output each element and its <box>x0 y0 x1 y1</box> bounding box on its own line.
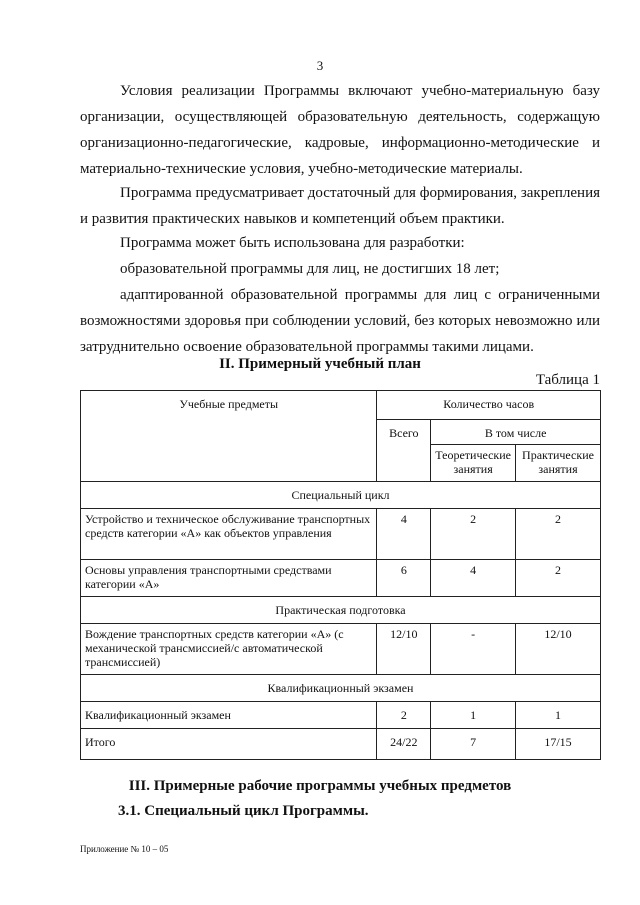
paragraph-adapted: адаптированной образовательной программы для лиц с ограниченными возможностями здоровья при соблюдении условий, без которых невозможно или затруднительно освоение образовательной программы такими лицами. <box>80 287 600 355</box>
section-2-title: II. Примерный учебный план <box>219 356 421 372</box>
header-practice: Практические занятия <box>516 445 601 482</box>
hours-total: 6 <box>377 560 431 597</box>
hours-theory: 4 <box>431 560 516 597</box>
header-including: В том числе <box>431 420 601 445</box>
subject-name: Устройство и техническое обслуживание транспортных средств категории «А» как объектов управления <box>81 509 377 560</box>
table-header-row <box>81 391 601 420</box>
table-row <box>81 560 601 597</box>
section-row <box>81 597 601 624</box>
table-caption: Таблица 1 <box>535 372 600 388</box>
subject-name: Вождение транспортных средств категории «А» (с механической трансмиссией/с автоматической трансмиссией) <box>81 624 377 675</box>
hours-theory: 2 <box>431 509 516 560</box>
hours-total: 12/10 <box>377 624 431 675</box>
total-hours: 24/22 <box>377 729 431 760</box>
hours-theory: 1 <box>431 702 516 729</box>
total-theory: 7 <box>431 729 516 760</box>
hours-practice: 1 <box>516 702 601 729</box>
section-title: Практическая подготовка <box>81 597 601 624</box>
hours-practice: 2 <box>516 509 601 560</box>
paragraph-practice: Программа предусматривает достаточный для формирования, закрепления и развития практических навыков и компетенций объем практики. <box>80 185 600 227</box>
table-row <box>81 702 601 729</box>
curriculum-table <box>80 390 601 760</box>
section-title: Квалификационный экзамен <box>81 675 601 702</box>
total-label: Итого <box>81 729 377 760</box>
section-title: Специальный цикл <box>81 482 601 509</box>
section-3-title: III. Примерные рабочие программы учебных предметов <box>128 778 512 794</box>
paragraph-conditions: Условия реализации Программы включают учебно-материальную базу организации, осуществляющей образовательную деятельность, содержащую организационно-педагогические, кадровые, информационно-методические и материально-технические условия, учебно-методические материалы. <box>80 83 600 177</box>
header-theory: Теоретические занятия <box>431 445 516 482</box>
paragraph-usage: Программа может быть использована для разработки: <box>120 235 465 251</box>
section-row <box>81 675 601 702</box>
hours-total: 4 <box>377 509 431 560</box>
total-row <box>81 729 601 760</box>
hours-total: 2 <box>377 702 431 729</box>
subject-name: Квалификационный экзамен <box>81 702 377 729</box>
footer-note: Приложение № 10 – 05 <box>80 844 169 854</box>
header-subjects: Учебные предметы <box>81 391 377 482</box>
table-row <box>81 509 601 560</box>
section-row <box>81 482 601 509</box>
hours-practice: 12/10 <box>516 624 601 675</box>
hours-practice: 2 <box>516 560 601 597</box>
header-hours: Количество часов <box>377 391 601 420</box>
table-row <box>81 624 601 675</box>
page-number: 3 <box>316 58 324 73</box>
subject-name: Основы управления транспортными средствами категории «А» <box>81 560 377 597</box>
section-3-1-title: 3.1. Специальный цикл Программы. <box>118 803 369 819</box>
hours-theory: - <box>431 624 516 675</box>
paragraph-minors: образовательной программы для лиц, не достигших 18 лет; <box>120 261 500 277</box>
header-total: Всего <box>377 420 431 482</box>
total-practice: 17/15 <box>516 729 601 760</box>
